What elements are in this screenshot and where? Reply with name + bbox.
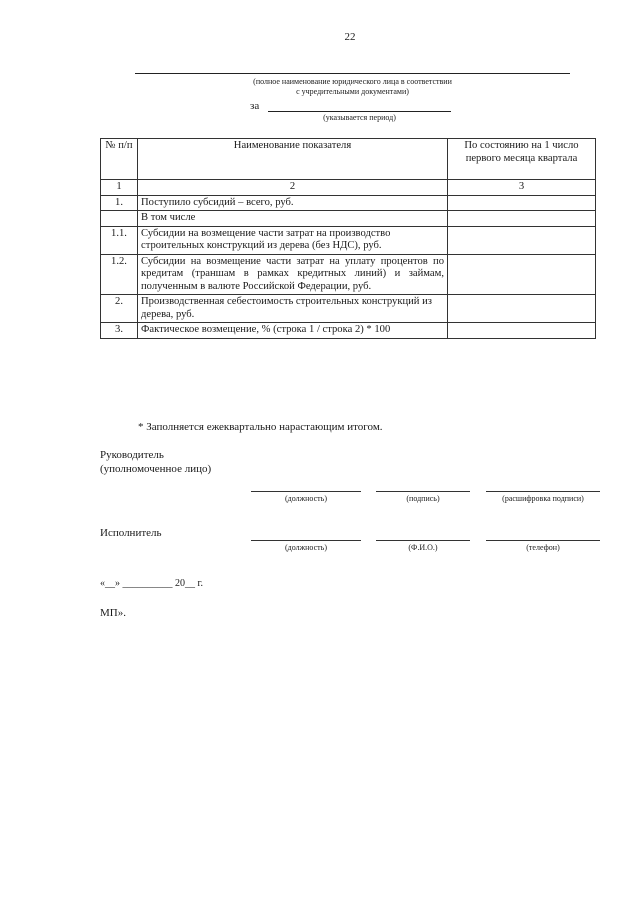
row-number: 1.: [101, 195, 138, 211]
row-value: [448, 254, 596, 295]
period-caption: (указывается период): [323, 113, 396, 122]
stamp-place: МП».: [100, 607, 126, 619]
table-row: [101, 195, 596, 211]
row-number: 2.: [101, 295, 138, 323]
column-numbers-row: [101, 180, 596, 196]
executor-label: Исполнитель: [100, 527, 162, 539]
date-line: «__» __________ 20__ г.: [100, 578, 203, 589]
table-row: [101, 295, 596, 323]
row-name: В том числе: [138, 211, 448, 227]
row-name: Субсидии на возмещение части затрат на уплату процентов по кредитам (траншам в рамках кредитных линий) и займам, полученным в валюте Российской Федерации, руб.: [138, 254, 448, 295]
header-state: По состоянию на 1 число первого месяца квартала: [448, 139, 596, 180]
row-value: [448, 295, 596, 323]
row-name: Фактическое возмещение, % (строка 1 / строка 2) * 100: [138, 323, 448, 339]
footnote: * Заполняется ежеквартально нарастающим итогом.: [138, 421, 383, 433]
executor-phone-line: [486, 540, 600, 541]
table-row: [101, 323, 596, 339]
head-decoding-caption: (расшифровка подписи): [502, 494, 584, 503]
header-number: № п/п: [101, 139, 138, 180]
row-name: Субсидии на возмещение части затрат на производство строительных конструкций из дерева (без НДС), руб.: [138, 226, 448, 254]
executor-position-line: [251, 540, 361, 541]
executor-name-caption: (Ф.И.О.): [408, 543, 438, 552]
table-row: [101, 211, 596, 227]
period-line: [268, 111, 451, 112]
head-label: Руководитель (уполномоченное лицо): [100, 449, 212, 475]
head-position-line: [251, 491, 361, 492]
org-name-caption: (полное наименование юридического лица в соответствии с учредительными документами): [253, 77, 452, 96]
col-num-3: 3: [448, 180, 596, 196]
row-value: [448, 195, 596, 211]
header-indicator: Наименование показателя: [138, 139, 448, 180]
row-value: [448, 323, 596, 339]
period-prefix: за: [250, 100, 260, 112]
page-number: 22: [344, 31, 356, 43]
col-num-2: 2: [138, 180, 448, 196]
indicators-table: [100, 138, 596, 339]
executor-phone-caption: (телефон): [526, 543, 560, 552]
head-decoding-line: [486, 491, 600, 492]
org-name-line: [135, 73, 570, 74]
head-signature-caption: (подпись): [406, 494, 440, 503]
row-name: Поступило субсидий – всего, руб.: [138, 195, 448, 211]
row-number: [101, 211, 138, 227]
table-row: [101, 254, 596, 295]
row-number: 1.2.: [101, 254, 138, 295]
row-number: 3.: [101, 323, 138, 339]
col-num-1: 1: [101, 180, 138, 196]
table-row: [101, 226, 596, 254]
executor-name-line: [376, 540, 470, 541]
row-number: 1.1.: [101, 226, 138, 254]
row-value: [448, 226, 596, 254]
head-signature-line: [376, 491, 470, 492]
table-header-row: [101, 139, 596, 180]
row-name: Производственная себестоимость строительных конструкций из дерева, руб.: [138, 295, 448, 323]
head-position-caption: (должность): [285, 494, 327, 503]
row-value: [448, 211, 596, 227]
executor-position-caption: (должность): [285, 543, 327, 552]
